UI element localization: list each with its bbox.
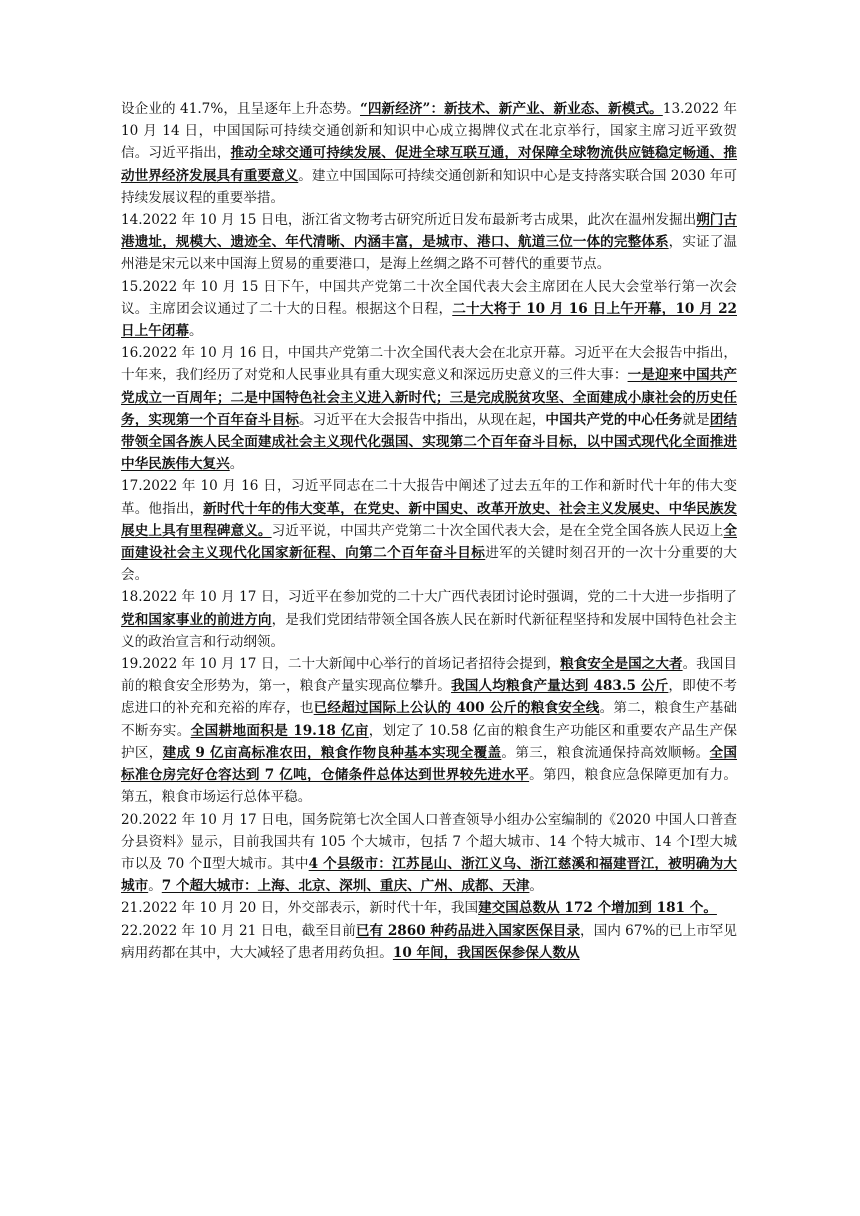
body-text: 。第三，粮食流通保持高效顺畅。 — [501, 744, 710, 761]
body-text: ，国内 67%的已上市罕见病用药都在其中，大大减轻了患者用药负担。 — [121, 922, 737, 961]
body-text: 22.2022 年 10 月 21 日电，截至目前 — [121, 922, 356, 939]
body-text: 。 — [148, 878, 162, 895]
highlighted-key-point: 建成 9 亿亩高标准农田，粮食作物良种基本实现全覆盖 — [162, 744, 502, 761]
highlighted-key-point: 已有 2860 种药品进入国家医保目录 — [355, 922, 581, 939]
body-text: 16.2022 年 10 月 16 日，中国共产党第二十次全国代表大会在北京开幕。习近平在大会报告中指出，十年来，我们经历了对党和人民事业具有重大现实意义和深远历史意义的三件大事： — [121, 345, 737, 384]
body-text: 习近平说，中国共产党第二十次全国代表大会，是在全党全国各族人民迈上 — [271, 522, 724, 539]
highlighted-key-point: 4 个县级市：江苏昆山、浙江义乌、浙江慈溪和福建晋江，被明确为大城市 — [121, 855, 737, 895]
body-text: 设企业的 41.7%，且呈逐年上升态势。 — [121, 101, 360, 117]
body-text: 18.2022 年 10 月 17 日，习近平在参加党的二十大广西代表团讨论时强调，党的二十大进一步指明了 — [121, 589, 737, 606]
body-text: 15.2022 年 10 月 15 日下午，中国共产党第二十次全国代表大会主席团在人民大会堂举行第一次会议。主席团会议通过了二十大的日程。根据这个日程， — [121, 278, 737, 317]
highlighted-key-point: 二十大将于 10 月 16 日上午开幕，10 月 22 日上午闭幕 — [121, 300, 737, 340]
body-text: 。习近平在大会报告中指出，从现在起， — [298, 411, 546, 428]
bold-term: 中国共产党的中心任务 — [545, 411, 683, 428]
highlighted-key-point: 10 年间，我国医保参保人数从 — [392, 944, 580, 961]
body-text: ，即使不考虑进口的补充和充裕的库存，也 — [121, 678, 738, 717]
body-text: 。第二，粮食生产基础不断夯实。 — [121, 700, 738, 739]
highlighted-key-point: 团结带领全国各族人民全面建成社会主义现代化强国、实现第二个百年奋斗目标，以中国式现代化全面推进中华民族伟大复兴 — [121, 411, 738, 473]
highlighted-key-point: 推动全球交通可持续发展、促进全球互联互通，对保障全球物流供应链稳定畅通、推动世界经济发展具有重要意义 — [121, 145, 738, 184]
body-text: 21.2022 年 10 月 20 日，外交部表示，新时代十年，我国 — [121, 900, 479, 917]
paragraph-p-15 — [121, 276, 737, 343]
body-text: 。建立中国国际可持续交通创新和知识中心是支持落实联合国 2030 年可持续发展议程的重要举措。 — [121, 167, 737, 206]
highlighted-key-point: 建交国总数从 172 个增加到 181 个。 — [478, 900, 717, 917]
body-text: 20.2022 年 10 月 17 日电，国务院第七次全国人口普查领导小组办公室编制的《2020 中国人口普查分县资料》显示，目前我国共有 105 个大城市，包括 7 个超大城市、14 个特大城市、14 个Ⅰ型大城市以及 70 个Ⅱ型大城市。其中 — [121, 811, 737, 872]
paragraph-p-22 — [121, 920, 737, 964]
highlighted-key-point: 已经超过国际上公认的 400 公斤的粮食安全线 — [313, 700, 600, 717]
paragraph-p-14 — [121, 209, 737, 276]
body-text: 13.2022 年 10 月 14 日，中国国际可持续交通创新和知识中心成立揭牌仪式在北京举行，国家主席习近平致贺信。习近平指出， — [121, 101, 737, 162]
body-text: 14.2022 年 10 月 15 日电，浙江省文物考古研究所近日发布最新考古成果，此次在温州发掘出 — [121, 212, 697, 229]
paragraph-p-21 — [121, 897, 737, 919]
highlighted-key-point: 我国人均粮食产量达到 483.5 公斤 — [451, 678, 669, 695]
body-text: 进军的关键时刻召开的一次十分重要的大会。 — [121, 545, 738, 584]
body-text: 就是 — [682, 411, 710, 428]
document-page — [121, 98, 737, 964]
paragraph-p-19 — [121, 653, 737, 808]
body-text: 17.2022 年 10 月 16 日，习近平同志在二十大报告中阐述了过去五年的工作和新时代十年的伟大变革。他指出， — [121, 478, 737, 517]
highlighted-key-point: 新时代十年的伟大变革，在党史、新中国史、改革开放史、社会主义发展史、中华民族发展史上具有里程碑意义。 — [121, 500, 738, 539]
highlighted-key-point: 朔门古港遗址，规模大、遗迹全、年代清晰、内涵丰富，是城市、港口、航道三位一体的完整体系 — [121, 212, 737, 251]
body-text: 。 — [529, 878, 544, 895]
body-text: 。 — [188, 323, 203, 340]
highlighted-key-point: 全面建设社会主义现代化国家新征程、向第二个百年奋斗目标 — [121, 522, 738, 562]
paragraph-p-intro — [121, 98, 737, 209]
body-text: ，划定了 10.58 亿亩的粮食生产功能区和重要农产品生产保护区， — [121, 722, 738, 761]
body-text: 。第四，粮食应急保障更加有力。第五，粮食市场运行总体平稳。 — [121, 767, 738, 806]
highlighted-key-point: 一是迎来中国共产党成立一百周年；二是中国特色社会主义进入新时代；三是完成脱贫攻坚、全面建成小康社会的历史任务，实现第一个百年奋斗目标 — [121, 367, 738, 428]
highlighted-key-point: “四新经济”：新技术、新产业、新业态、新模式。 — [360, 101, 663, 117]
paragraph-p-18 — [121, 586, 737, 653]
paragraph-p-20 — [121, 809, 737, 898]
body-text: 。我国目前的粮食安全形势为，第一，粮食产量实现高位攀升。 — [121, 656, 737, 695]
body-text: 19.2022 年 10 月 17 日，二十大新闻中心举行的首场记者招待会提到， — [121, 656, 561, 673]
paragraph-p-16 — [121, 342, 737, 475]
highlighted-key-point: 党和国家事业的前进方向 — [121, 611, 272, 628]
body-text: ，是我们党团结带领全国各族人民在新时代新征程坚持和发展中国特色社会主义的政治宣言和行动纲领。 — [121, 611, 738, 650]
body-text: ，实证了温州港是宋元以来中国海上贸易的重要港口，是海上丝绸之路不可替代的重要节点。 — [121, 234, 737, 273]
highlighted-key-point: 全国耕地面积是 19.18 亿亩 — [190, 722, 369, 739]
highlighted-key-point: 全国标准仓房完好仓容达到 7 亿吨，仓储条件总体达到世界较先进水平 — [121, 744, 738, 784]
body-text: 。 — [229, 456, 244, 473]
highlighted-key-point: 7 个超大城市：上海、北京、深圳、重庆、广州、成都、天津 — [161, 878, 530, 895]
paragraph-p-17 — [121, 475, 737, 586]
highlighted-key-point: 粮食安全是国之大者 — [560, 656, 683, 673]
